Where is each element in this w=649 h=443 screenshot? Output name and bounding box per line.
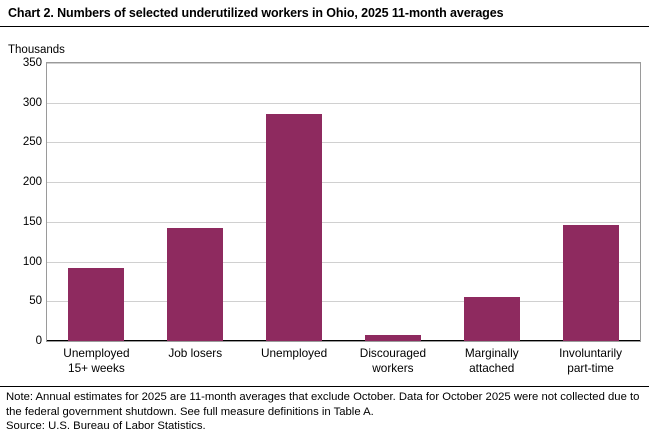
bar-slot: [344, 63, 443, 341]
chart-source: Source: U.S. Bureau of Labor Statistics.: [6, 420, 206, 432]
chart-note: Note: Annual estimates for 2025 are 11-month averages that exclude October. Data for October 2025 were not collected due to the federal government shutdown. See full measure definitions in Table A.: [6, 391, 640, 418]
bar-series: [47, 63, 640, 341]
x-axis-category-label-line: Discouraged: [359, 346, 427, 360]
x-axis-category-label-line: Involuntarily: [559, 346, 623, 360]
bar[interactable]: [365, 335, 421, 341]
x-axis-category-label-line: Marginally: [464, 346, 519, 360]
y-axis-tick-label: 50: [29, 295, 42, 308]
x-axis-category-label: [344, 346, 443, 376]
x-axis-category-label-line: Unemployed: [63, 346, 130, 360]
bar[interactable]: [464, 297, 520, 342]
y-axis-tick-label: 0: [35, 335, 42, 347]
bar-slot: [442, 63, 541, 341]
y-axis-tick-label: 300: [22, 96, 42, 109]
y-axis-tick-label: 100: [22, 255, 42, 268]
x-axis-category-label: [541, 346, 640, 376]
bar-slot: [541, 63, 640, 341]
bar-slot: [245, 63, 344, 341]
y-axis-tick-label: 250: [22, 136, 42, 149]
bar[interactable]: [167, 228, 223, 341]
bar[interactable]: [68, 268, 124, 341]
title-divider: [0, 26, 649, 27]
x-axis-category-label: [47, 346, 146, 376]
x-axis-category-label-line: Unemployed: [260, 346, 328, 360]
x-axis-category-labels: [47, 346, 640, 386]
y-axis-tick-labels: [0, 57, 42, 347]
page-title: Chart 2. Numbers of selected underutilized workers in Ohio, 2025 11-month averages: [8, 6, 504, 20]
bar[interactable]: [563, 225, 619, 341]
x-axis-category-label-line: attached: [469, 361, 515, 375]
y-axis-units-label: Thousands: [8, 44, 65, 56]
x-axis-category-label-line: Job losers: [168, 346, 223, 360]
x-axis-category-label-line: part-time: [567, 361, 614, 375]
bar[interactable]: [266, 114, 322, 341]
x-axis-category-label: [245, 346, 344, 361]
x-axis-category-label-line: 15+ weeks: [68, 361, 125, 375]
x-axis-category-label: [442, 346, 541, 376]
y-axis-tick-label: 200: [22, 176, 42, 189]
bar-slot: [47, 63, 146, 341]
bar-slot: [146, 63, 245, 341]
y-axis-tick-label: 350: [22, 57, 42, 69]
x-axis-category-label: [146, 346, 245, 361]
footnote-divider: [0, 386, 649, 387]
y-axis-tick-label: 150: [22, 215, 42, 228]
x-axis-category-label-line: workers: [372, 361, 414, 375]
